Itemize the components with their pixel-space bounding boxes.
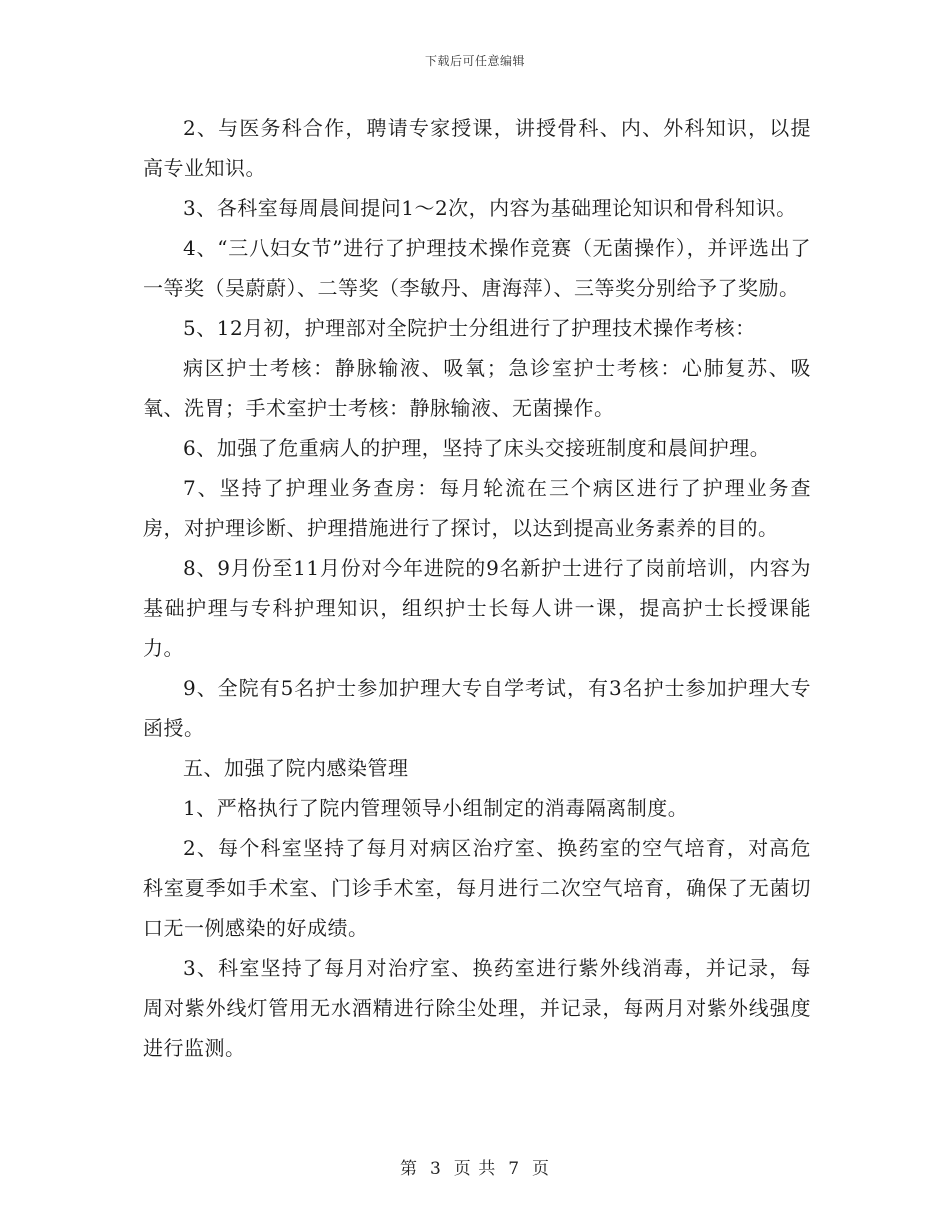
page-number [0,1154,950,1179]
page-prefix: 第 [399,1159,418,1179]
page-total: 7 [508,1159,521,1179]
page-current: 3 [429,1159,442,1179]
section-heading-infection-control: 五、加强了院内感染管理 [183,756,409,780]
paragraph-item-4: 4、“三八妇女节”进行了护理技术操作竞赛（无菌操作），并评选出了一等奖（吴蔚蔚）、二等奖（李敏丹、唐海萍）、三等奖分别给予了奖励。 [143,236,811,300]
paragraph-infection-3: 3、科室坚持了每月对治疗室、换药室进行紫外线消毒，并记录，每周对紫外线灯管用无水酒精进行除尘处理，并记录，每两月对紫外线强度进行监测。 [143,956,811,1060]
paragraph-item-2: 2、与医务科合作，聘请专家授课，讲授骨科、内、外科知识，以提高专业知识。 [143,116,811,180]
paragraph-item-3: 3、各科室每周晨间提问1～2次，内容为基础理论知识和骨科知识。 [183,196,797,220]
document-body [143,108,811,1068]
paragraph-item-9: 9、全院有5名护士参加护理大专自学考试，有3名护士参加护理大专函授。 [143,676,811,740]
paragraph-item-6: 6、加强了危重病人的护理，坚持了床头交接班制度和晨间护理。 [183,436,771,460]
paragraph-infection-1: 1、严格执行了院内管理领导小组制定的消毒隔离制度。 [183,796,689,820]
paragraph-infection-2: 2、每个科室坚持了每月对病区治疗室、换药室的空气培育，对高危科室夏季如手术室、门诊手术室，每月进行二次空气培育，确保了无菌切口无一例感染的好成绩。 [143,836,811,940]
header-note: 下载后可任意编辑 [424,54,525,68]
page-suffix: 页 [532,1159,551,1179]
paragraph-item-5: 5、12月初，护理部对全院护士分组进行了护理技术操作考核： [183,316,756,340]
page-mid: 页 共 [453,1159,497,1179]
paragraph-item-7: 7、坚持了护理业务查房：每月轮流在三个病区进行了护理业务查房，对护理诊断、护理措施进行了探讨，以达到提高业务素养的目的。 [143,476,811,540]
paragraph-item-8: 8、9月份至11月份对今年进院的9名新护士进行了岗前培训，内容为基础护理与专科护理知识，组织护士长每人讲一课，提高护士长授课能力。 [143,556,811,660]
paragraph-exam-details: 病区护士考核：静脉输液、吸氧；急诊室护士考核：心肺复苏、吸氧、洗胃；手术室护士考核：静脉输液、无菌操作。 [143,356,811,420]
